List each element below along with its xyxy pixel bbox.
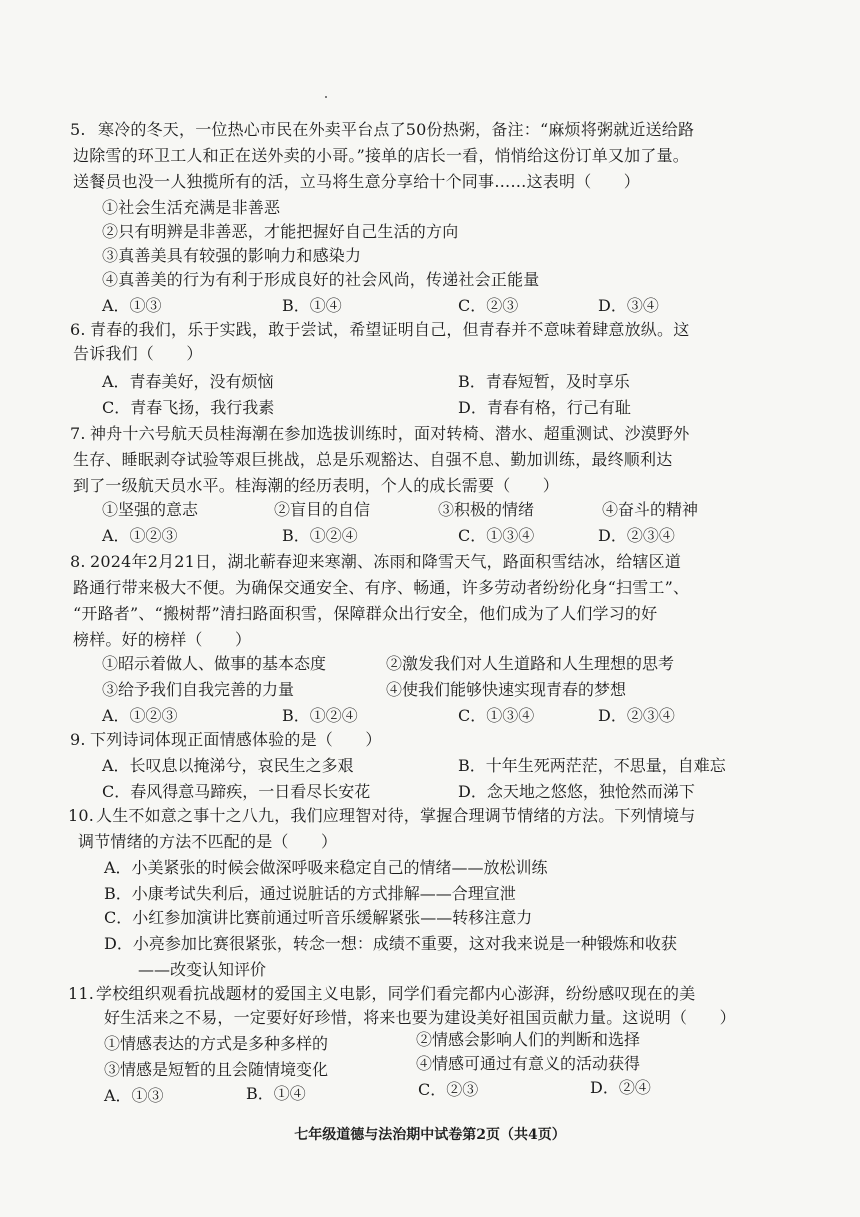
question-number: 5. — [70, 120, 86, 139]
option-b: B．①④ — [246, 1084, 306, 1103]
page-footer: 七年级道德与法治期中试卷第2页（共4页） — [294, 1127, 566, 1143]
option-d: D．②③④ — [598, 526, 675, 545]
option-b: B．青春短暂，及时享乐 — [458, 372, 630, 391]
option-c: C．春风得意马蹄疾，一日看尽长安花 — [102, 782, 371, 801]
question-stem-line: 榜样。好的榜样（ ） — [73, 630, 252, 649]
statement-2: ②盲目的自信 — [274, 500, 371, 519]
option-d: D．青春有格，行己有耻 — [458, 398, 631, 417]
statement-2: ②情感会影响人们的判断和选择 — [416, 1030, 641, 1049]
question-stem-line: 神舟十六号航天员桂海潮在参加选拔训练时，面对转椅、潜水、超重测试、沙漠野外 — [90, 424, 690, 443]
question-stem-line: 下列诗词体现正面情感体验的是（ ） — [90, 730, 382, 749]
question-number: 9. — [70, 730, 86, 749]
statement-1: ①昭示着做人、做事的基本态度 — [102, 654, 327, 673]
option-a: A．①②③ — [102, 706, 178, 725]
statement-4: ④真善美的行为有利于形成良好的社会风尚，传递社会正能量 — [102, 270, 540, 289]
option-a: A．青春美好，没有烦恼 — [102, 372, 274, 391]
option-b: B．十年生死两茫茫，不思量，自难忘 — [458, 756, 726, 775]
option-b: B．①②④ — [282, 526, 358, 545]
question-stem-line: 告诉我们（ ） — [73, 344, 203, 363]
question-number: 6. — [70, 320, 86, 339]
option-c: C．小红参加演讲比赛前通过听音乐缓解紧张——转移注意力 — [104, 908, 533, 927]
option-d: D．小亮参加比赛很紧张，转念一想：成绩不重要，这对我来说是一种锻炼和收获 — [104, 934, 677, 953]
question-stem-line: 寒冷的冬天，一位热心市民在外卖平台点了50份热粥，备注：“麻烦将粥就近送给路 — [98, 120, 695, 139]
option-d: D．②④ — [590, 1078, 651, 1097]
option-b: B．小康考试失利后，通过说脏话的方式排解——合理宣泄 — [104, 884, 516, 903]
statement-3: ③积极的情绪 — [438, 500, 535, 519]
statement-3: ③真善美具有较强的影响力和感染力 — [102, 246, 362, 265]
statement-2: ②只有明辨是非善恶，才能把握好自己生活的方向 — [102, 222, 459, 241]
question-number: 7. — [70, 424, 86, 443]
question-stem-line: 生存、睡眠剥夺试验等艰巨挑战，总是乐观豁达、自强不息、勤加训练，最终顺利达 — [73, 450, 673, 469]
question-stem-line: 2024年2月21日，湖北蕲春迎来寒潮、冻雨和降雪天气，路面积雪结冰，给辖区道 — [90, 552, 682, 571]
option-d: D．②③④ — [598, 706, 675, 725]
question-stem-line: 学校组织观看抗战题材的爱国主义电影，同学们看完都内心澎湃，纷纷感叹现在的美 — [96, 984, 696, 1003]
option-c: C．②③ — [458, 296, 519, 315]
statement-4: ④情感可通过有意义的活动获得 — [416, 1054, 641, 1073]
option-a: A．①③ — [104, 1086, 164, 1105]
option-d: D．念天地之悠悠，独怆然而涕下 — [458, 782, 695, 801]
question-stem-line: “开路者”、“搬树帮”清扫路面积雪，保障群众出行安全，他们成为了人们学习的好 — [73, 604, 658, 623]
question-stem-line: 好生活来之不易，一定要好好珍惜，将来也要为建设美好祖国贡献力量。这说明（ ） — [104, 1008, 736, 1027]
statement-4: ④使我们能够快速实现青春的梦想 — [386, 680, 627, 699]
scan-speck — [325, 96, 327, 98]
option-a: A．①②③ — [102, 526, 178, 545]
statement-3: ③情感是短暂的且会随情境变化 — [104, 1060, 329, 1079]
statement-1: ①情感表达的方式是多种多样的 — [104, 1034, 329, 1053]
option-d: D．③④ — [598, 296, 659, 315]
option-a: A．长叹息以掩涕兮，哀民生之多艰 — [102, 756, 354, 775]
statement-1: ①坚强的意志 — [102, 500, 199, 519]
question-stem-line: 送餐员也没一人独揽所有的活，立马将生意分享给十个同事……这表明（ ） — [73, 172, 641, 191]
option-b: B．①④ — [282, 296, 342, 315]
question-number: 10. — [68, 806, 95, 825]
option-c: C．②③ — [418, 1080, 479, 1099]
statement-1: ①社会生活充满是非善恶 — [102, 198, 281, 217]
option-c: C．①③④ — [458, 706, 535, 725]
option-a: A．小美紧张的时候会做深呼吸来稳定自己的情绪——放松训练 — [104, 858, 548, 877]
question-stem-line: 调节情绪的方法不匹配的是（ ） — [78, 832, 338, 851]
question-number: 11. — [68, 984, 95, 1003]
statement-4: ④奋斗的精神 — [602, 500, 699, 519]
question-stem-line: 路通行带来极大不便。为确保交通安全、有序、畅通，许多劳动者纷纷化身“扫雪工”、 — [73, 578, 690, 597]
statement-2: ②激发我们对人生道路和人生理想的思考 — [386, 654, 675, 673]
question-number: 8. — [70, 552, 86, 571]
option-c: C．①③④ — [458, 526, 535, 545]
option-b: B．①②④ — [282, 706, 358, 725]
option-c: C．青春飞扬，我行我素 — [102, 398, 275, 417]
question-stem-line: 青春的我们，乐于实践，敢于尝试，希望证明自己，但青春并不意味着肆意放纵。这 — [90, 320, 690, 339]
question-stem-line: 人生不如意之事十之八九，我们应理智对待，掌握合理调节情绪的方法。下列情境与 — [96, 806, 696, 825]
statement-3: ③给予我们自我完善的力量 — [102, 680, 295, 699]
question-stem-line: 边除雪的环卫工人和正在送外卖的小哥。”接单的店长一看，悄悄给这份订单又加了量。 — [73, 146, 689, 165]
question-stem-line: 到了一级航天员水平。桂海潮的经历表明，个人的成长需要（ ） — [73, 476, 560, 495]
option-a: A．①③ — [102, 296, 162, 315]
option-d-continuation: ——改变认知评价 — [138, 960, 267, 979]
